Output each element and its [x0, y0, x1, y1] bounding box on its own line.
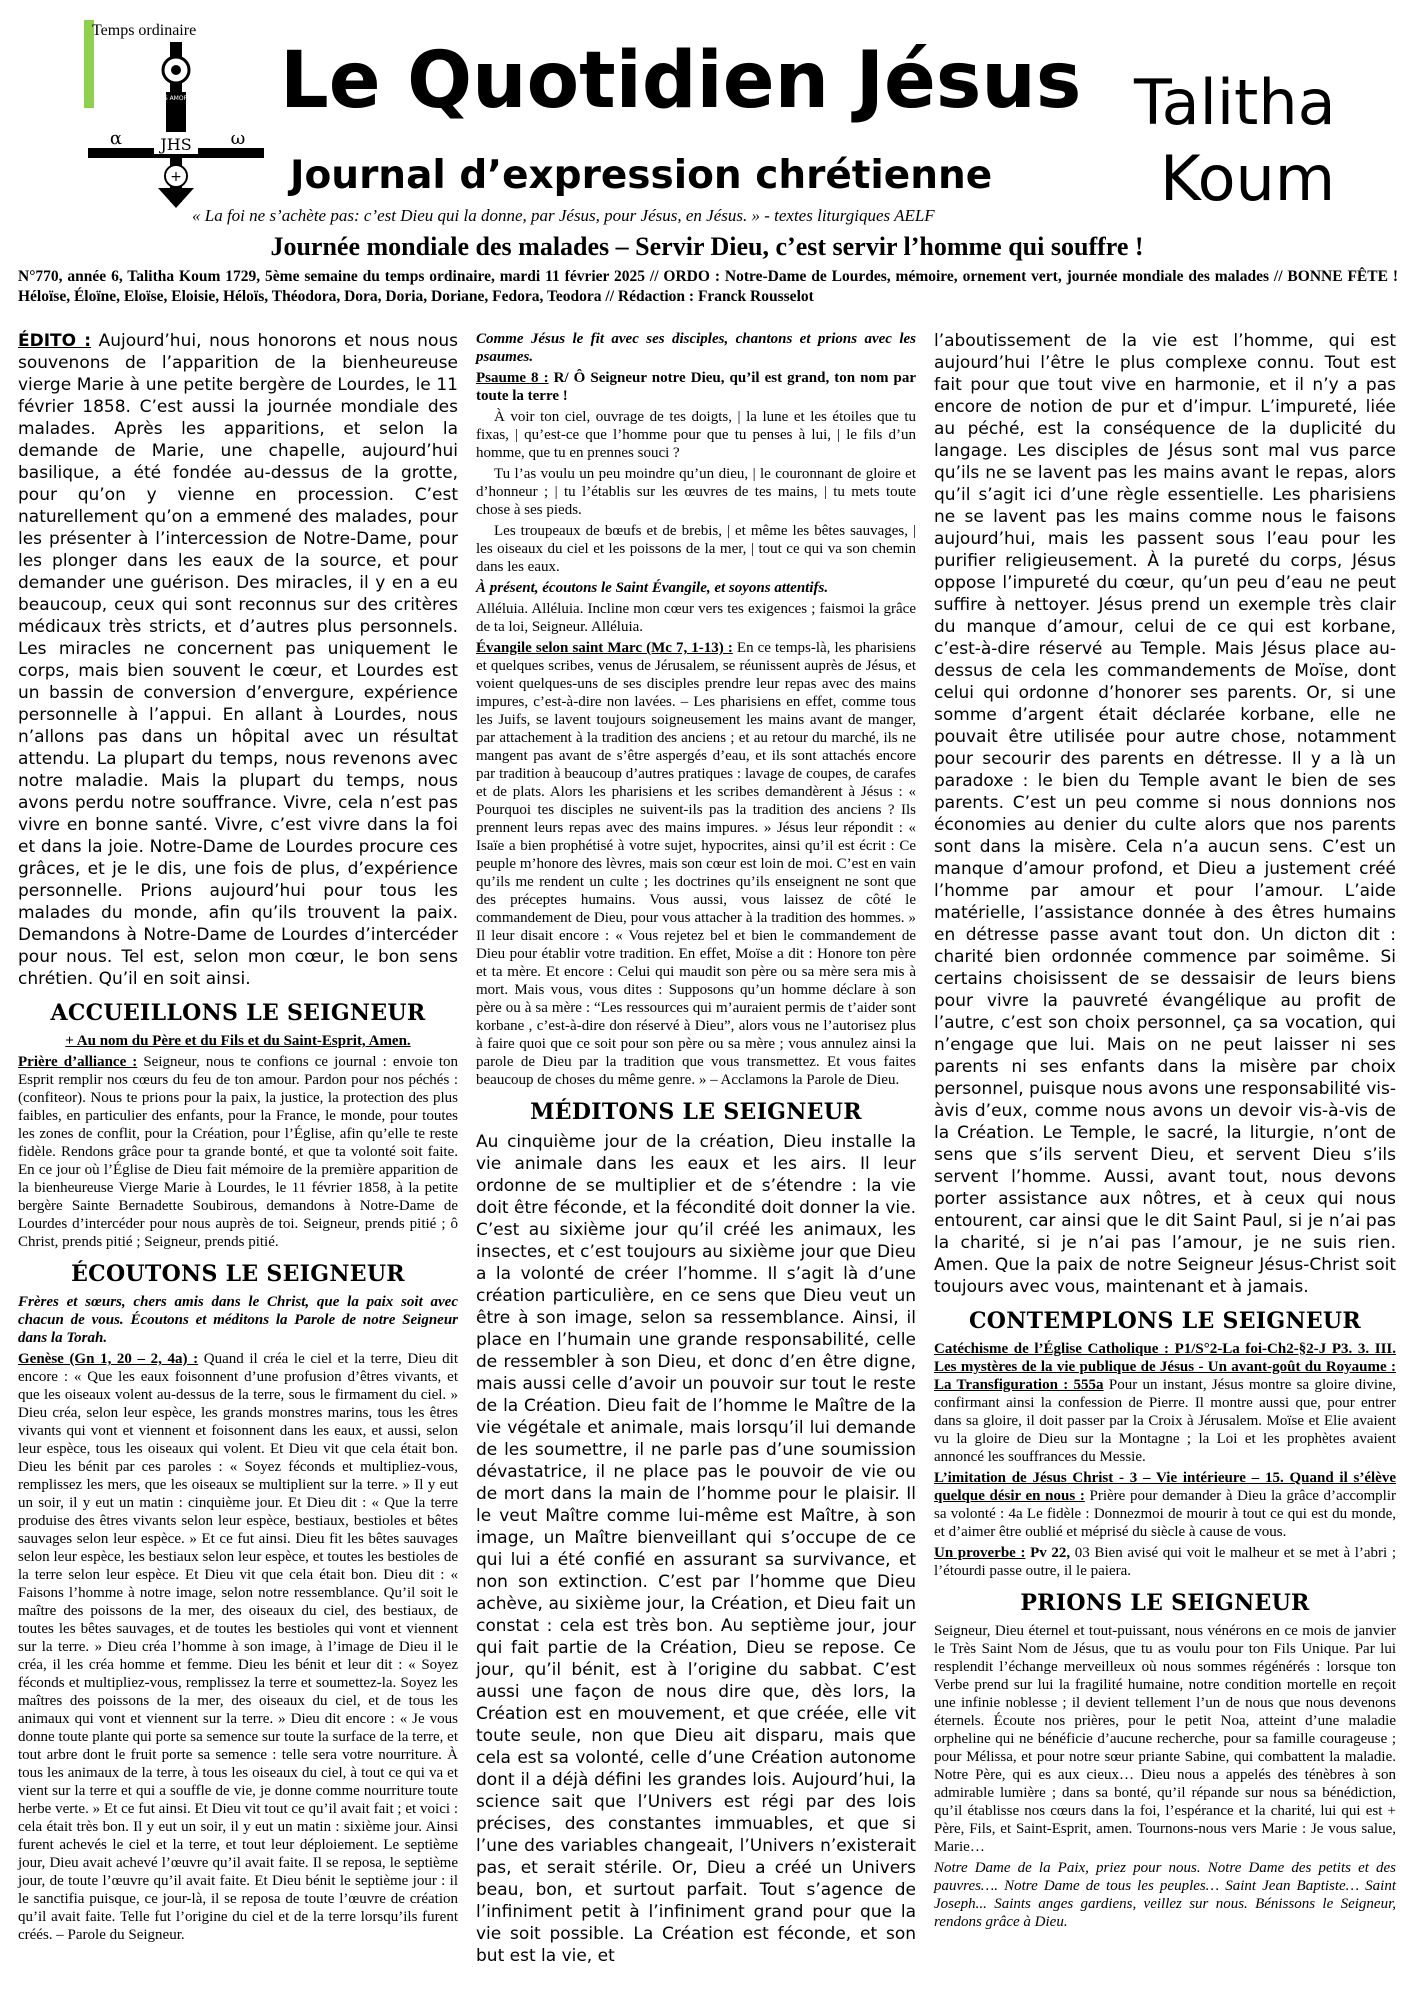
ecoutons-intro: Frères et sœurs, chers amis dans le Christ, que la paix soit avec chacun de vous. Écoutons et méditons la Parole de notre Seigneur dans la Torah. — [18, 1294, 458, 1346]
genesis-reading — [18, 1350, 458, 1944]
meditation-text: Au cinquième jour de la création, Dieu installe la vie animale dans les eaux et les airs. Il leur ordonne de se multiplier et de s’étendre : la vie doit être féconde, et la fécondité doit donner la vie. C’est au sixième jour qu’il créé les animaux, les insectes, et c’est toujours au sixième jour que Dieu a la volonté de créer l’homme. Il s’agit là d’une création particulière, en ce sens que Dieu veut un être à son image, selon sa ressemblance. Ainsi, il place en l’humain une grande responsabilité, celle de ressembler à son Dieu, et donc d’en être digne, mais aussi celle d’avoir un pouvoir sur tout le reste de la Création. Dieu fait de l’homme le Maître de la vie végétale et animale, mais lorsqu’il lui demande de les soumettre, il ne parle pas d’une soumission dévastatrice, il ne place pas le pouvoir de vie ou de mort dans la main de l’homme pour le plaisir. Il le veut Maître comme lui-même est Maître, à son image, un Maître bienveillant qui s’occupe de ce qui lui a été confié en assurant sa survivance, et non son extinction. C’est par l’homme que Dieu achève, au sixième jour, la Création, et Dieu fait un constat : cela est très bon. Au septième jour, jour qui fait partie de la Création, Dieu se repose. Ce jour, qu’il bénit, est à l’origine du sabbat. C’est aussi une façon de nous dire que, dès lors, la Création est en mouvement, et que créée, elle vit toute seule, non que Dieu ait disparu, mais que cela est sa volonté, celle d’une Création autonome dont il a déjà défini les grandes lois. Aujourd’hui, la science sait que l’Univers est régi par des lois précises, des constantes immuables, et que si l’une des variables changeait, l’Univers n’existerait pas, et serait stérile. Or, Dieu a créé un Univers beau, bon, et surtout parfait. Tout s’agence de l’infiniment petit à l’infiniment grand pour que la vie soit possible. La Création est féconde, et son but est la vie, et — [476, 1132, 916, 1966]
proverb-reference: Pv 22, — [1030, 1545, 1071, 1561]
alliance-prayer-text: Seigneur, nous te confions ce journal : envoie ton Esprit remplir nos cœurs du feu de ton amour. Pardon pour nos péchés : (confiteor). Nous te prions pour la paix, la justice, la protection des plus faibles, en particulier des enfants, pour la France, le monde, pour toutes les zones de conflit, pour la Création, pour l’Église, afin qu’elle te reste fidèle. Rendons grâce pour ta grande bonté, et que ta volonté soit faite. En ce jour où l’Église de Dieu fait mémoire de la première apparition de la bienheureuse Vierge Marie à Lourdes, le 11 février 1858, à la petite bergère Sainte Bernadette Soubirous, demandons à Notre-Dame de Lourdes d’intercéder pour nous auprès de toi. Seigneur, prends pitié ; ô Christ, prends pitié ; Seigneur, prends pitié. — [18, 1054, 459, 1250]
edito-text: Aujourd’hui, nous honorons et nous nous souvenons de l’apparition de la bienheureuse vierge Marie à une petite bergère de Lourdes, le 11 février 1858. C’est aussi la journée mondiale des malades. Après les apparitions, et selon la demande de Marie, une chapelle, aujourd’hui basilique, a été fondée au-dessus de la grotte, pour qu’on y vienne en procession. C’est naturellement qu’on a emmené des malades, pour les présenter à l’intercession de Notre-Dame, pour les plonger dans les eaux de la source, et pour demander une guérison. Des miracles, il y en a eu beaucoup, ceux qui sont reconnus sur des critères médicaux très stricts, et d’autres plus personnels. Les miracles ne concernent pas uniquement le corps, mais bien souvent le cœur, et Lourdes est un bassin de conversion d’envergure, expérience personnelle à l’appui. En allant à Lourdes, nous n’allons pas dans un hôpital avec un résultat attendu. La plupart du temps, nous revenons avec notre maladie. Mais la plupart du temps, nous avons perdu notre souffrance. Vivre, cela n’est pas vivre en bonne santé. Vivre, c’est vivre dans la foi et dans la joie. Notre-Dame de Lourdes procure ces grâces, et je le dis, une fois de plus, d’expérience personnelle. Prions aujourd’hui pour tous les malades du monde, afin qu’ils trouvent la paix. Demandons à Notre-Dame de Lourdes d’intercéder pour nous. Tel est, selon mon cœur, le bon sens chrétien. Qu’il en soit ainsi. — [18, 331, 458, 989]
proverb-label: Un proverbe : — [934, 1545, 1026, 1561]
gospel-intro: À présent, écoutons le Saint Évangile, et soyons attentifs. — [476, 580, 829, 596]
column-1 — [18, 330, 458, 1947]
newspaper-title: Le Quotidien Jésus — [280, 36, 1082, 126]
headline: Journée mondiale des malades – Servir Dieu, c’est servir l’homme qui souffre ! — [270, 232, 1144, 261]
catechism-entry — [934, 1340, 1396, 1466]
alleluia-verse: Alléluia. Alléluia. Incline mon cœur vers tes exigences ; faismoi la grâce de ta loi, Seigneur. Alléluia. — [476, 601, 916, 635]
logo-line-2: Koum — [1160, 142, 1336, 215]
psalm-stanza-3: Les troupeaux de bœufs et de brebis, | et même les bêtes sauvages, | les oiseaux du ciel et les poissons de la mer, | tout ce qui va son chemin dans les eaux. — [476, 523, 916, 575]
jhs-monogram: JHS — [160, 135, 192, 154]
edito — [18, 330, 458, 990]
issue-info-line: N°770, année 6, Talitha Koum 1729, 5ème semaine du temps ordinaire, mardi 11 février 2025 // ORDO : Notre-Dame de Lourdes, mémoire, ornement vert, journée mondiale des malades // BONNE FÊTE ! Héloïse, Éloïne, Eloïse, Eloisie, Héloïs, Théodora, Dora, Doria, Doriane, Fedora, Teodora // Rédaction : Franck Rousselot — [18, 268, 1398, 305]
psalm-stanza-1: À voir ton ciel, ouvrage de tes doigts, | la lune et les étoiles que tu fixas, | qu’est-ce que l’homme pour que tu penses à lui, | le fils d’un homme, que tu en prennes souci ? — [476, 409, 916, 461]
gospel-text: En ce temps-là, les pharisiens et quelques scribes, venus de Jérusalem, se réunissent auprès de Jésus, et voient quelques-uns de ses disciples prendre leur repas avec des mains impures, c’est-à-dire non lavées. – Les pharisiens en effet, comme tous les Juifs, se lavent toujours soigneusement les mains avant de manger, par attachement à la tradition des anciens ; et au retour du marché, ils ne mangent pas avant de s’être aspergés d’eau, et ils sont attachés encore par tradition à beaucoup d’autres pratiques : lavage de coupes, de carafes et de plats. Alors les pharisiens et les scribes demandèrent à Jésus : « Pourquoi tes disciples ne suivent-ils pas la tradition des anciens ? Ils prennent leurs repas avec des mains impures. » Jésus leur répondit : « Isaïe a bien prophétisé à votre sujet, hypocrites, ainsi qu’il est écrit : Ce peuple m’honore des lèvres, mais son cœur est loin de moi. C’est en vain qu’ils me rendent un culte ; les doctrines qu’ils enseignent ne sont que des préceptes humains. Vous aussi, vous laissez de côté le commandement de Dieu, pour vous attacher à la tradition des hommes. » Il leur disait encore : « Vous rejetez bel et bien le commandement de Dieu pour établir votre tradition. En effet, Moïse a dit : Honore ton père et ta mère. Et encore : Celui qui maudit son père ou sa mère sera mis à mort. Mais vous, vous dites : Supposons qu’un homme déclare à son père ou à sa mère : “Les ressources qui m’auraient permis de t’aider sont korbane , c’est-à-dire don réservé à Dieu”, alors vous ne l’autorisez plus à faire quoi que ce soit pour son père ou sa mère ; vous annulez ainsi la parole de Dieu par la tradition que vous transmettez. Et vous faites beaucoup de choses du même genre. » – Acclamons la Parole de Dieu. — [476, 640, 916, 1088]
proverb-entry — [934, 1544, 1396, 1580]
gospel-reading — [476, 639, 916, 1089]
liturgical-season-label: Temps ordinaire — [92, 22, 197, 39]
catechism-text: Pour un instant, Jésus montre sa gloire divine, confirmant ainsi la confession de Pierre. Il montre aussi que, pour entrer dans sa gloire, il doit passer par la Croix à Jérusalem. Moïse et Elie avaient vu la gloire de Dieu sur la Montagne ; la Loi et les prophètes avaient annoncé les souffrances du Messie. — [934, 1377, 1397, 1465]
proverb-text: 03 Bien avisé qui voit le malheur et se met à l’abri ; l’étourdi passe outre, il le paiera. — [934, 1545, 1396, 1579]
psalm-reference: Psaume 8 : — [476, 370, 549, 386]
logo-line-1: Talitha — [1134, 66, 1336, 139]
prions-heading: PRIONS LE SEIGNEUR — [1020, 1590, 1310, 1616]
sign-of-cross: + Au nom du Père et du Fils et du Saint-Esprit, Amen. — [65, 1033, 411, 1049]
alpha-symbol: α — [109, 128, 123, 149]
imitation-text: Prière pour demander à Dieu la grâce d’accomplir sa volonté : 4a Le fidèle : Donnezmoi de mourir à tout ce qui est du monde, et d’aimer être oublié et méprisé du siècle à cause de vous. — [934, 1488, 1397, 1540]
edito-label: ÉDITO : — [18, 331, 92, 351]
ecoutons-heading: ÉCOUTONS LE SEIGNEUR — [71, 1261, 405, 1287]
svg-text:+: + — [170, 169, 182, 185]
imitation-reference: L’imitation de Jésus Christ - 3 – Vie intérieure – 15. Quand il s’élève quelque désir en nous : — [934, 1470, 1396, 1504]
litany: Notre Dame de la Paix, priez pour nous. Notre Dame des petits et des pauvres…. Notre Dame de tous les peuples… Saint Jean Baptiste… Saint Joseph... Saints anges gardiens, veillez sur nous. Bénissons le Seigneur, rendons grâce à Dieu. — [934, 1860, 1396, 1930]
talitha-koum-logo — [1130, 62, 1340, 222]
imitation-entry — [934, 1469, 1396, 1541]
accueillons-heading: ACCUEILLONS LE SEIGNEUR — [50, 1000, 426, 1026]
gospel-reference: Évangile selon saint Marc (Mc 7, 1-13) : — [476, 640, 733, 656]
genesis-text: Quand il créa le ciel et la terre, Dieu dit encore : « Que les eaux foisonnent d’une profusion d’êtres vivants, et que les oiseaux volent au-dessus de la terre, sous le firmament du ciel. » Dieu créa, selon leur espèce, les grands monstres marins, tous les êtres vivants qui vont et viennent et foisonnent dans les eaux, et aussi, selon leur espèce, tous les oiseaux qui volent. Et Dieu vit que cela était bon. Dieu les bénit par ces paroles : « Soyez féconds et multipliez-vous, remplissez les mers, que les oiseaux se multiplient sur la terre. » Il y eut un soir, il y eut un matin : cinquième jour. Et Dieu dit : « Que la terre produise des êtres vivants selon leur espèce, bestiaux, bestioles et bêtes sauvages selon leur espèce. » Et ce fut ainsi. Dieu fit les bêtes sauvages selon leur espèce, les bestiaux selon leur espèce, et toutes les bestioles de la terre selon leur espèce. Et Dieu vit que cela était bon. Dieu dit : « Faisons l’homme à notre image, selon notre ressemblance. Qu’il soit le maître des poissons de la mer, des oiseaux du ciel, des bestiaux, de toutes les bêtes sauvages, et de toutes les bestioles qui vont et viennent sur la terre. » Dieu créa l’homme à son image, à l’image de Dieu il le créa, il les créa homme et femme. Dieu les bénit et leur dit : « Soyez féconds et multipliez-vous, remplissez la terre et soumettez-la. Soyez les maîtres des poissons de la mer, des oiseaux du ciel, et de tous les animaux qui vont et viennent sur la terre. » Dieu dit encore : « Je vous donne toute plante qui porte sa semence sur toute la surface de la terre, et tout arbre dont le fruit porte sa semence : telle sera votre nourriture. À tous les animaux de la terre, à tous les oiseaux du ciel, à tout ce qui va et vient sur la terre et qui a souffle de vie, je donne comme nourriture toute herbe verte. » Et ce fut ainsi. Et Dieu vit tout ce qu’il avait fait ; et voici : cela était très bon. Il y eut un soir, il y eut un matin : sixième jour. Ainsi furent achevés le ciel et la terre, et tout leur déploiement. Le septième jour, Dieu avait achevé l’œuvre qu’il avait faite. Il se reposa, le septième jour, de toute l’œuvre qu’il avait faite. Et Dieu bénit le septième jour : il le sanctifia puisque, ce jour-là, il se reposa de toute l’œuvre de création qu’il avait faite. Telle fut l’origine du ciel et de la terre lorsqu’ils furent créés. – Parole du Seigneur. — [18, 1351, 458, 1943]
newspaper-motto: « La foi ne s’achète pas: c’est Dieu qui la donne, par Jésus, pour Jésus, en Jésus. » - textes liturgiques AELF — [192, 206, 935, 225]
cross-emblem-icon — [86, 40, 266, 210]
alliance-prayer — [18, 1053, 458, 1251]
meditons-heading: MÉDITONS LE SEIGNEUR — [530, 1099, 862, 1125]
psalm-stanza-2: Tu l’as voulu un peu moindre qu’un dieu, | le couronnant de gloire et d’honneur ; | tu l’établis sur les œuvres de tes mains, | tu mets toute chose à ses pieds. — [476, 466, 916, 518]
cross-motto: DEUS AMOR EST — [151, 95, 201, 102]
catechism-reference: Catéchisme de l’Église Catholique : P1/S°2-La foi-Ch2-§2-J P3. 3. III. Les mystères de la vie publique de Jésus - Un avant-goût du Royaume : La Transfiguration : 555a — [934, 1341, 1396, 1393]
alliance-prayer-label: Prière d’alliance : — [18, 1054, 138, 1070]
omega-symbol: ω — [230, 128, 246, 149]
contemplons-heading: CONTEMPLONS LE SEIGNEUR — [969, 1308, 1361, 1334]
psalm-intro: Comme Jésus le fit avec ses disciples, chantons et prions avec les psaumes. — [476, 331, 916, 365]
genesis-reference: Genèse (Gn 1, 20 – 2, 4a) : — [18, 1351, 199, 1367]
column-2 — [476, 330, 916, 1970]
psalm-refrain — [476, 369, 916, 405]
newspaper-subtitle: Journal d’expression chrétienne — [290, 153, 993, 198]
psalm-refrain-text: R/ Ô Seigneur notre Dieu, qu’il est grand, ton nom par toute la terre ! — [476, 370, 917, 404]
closing-prayer: Seigneur, Dieu éternel et tout-puissant, nous vénérons en ce mois de janvier le Très Saint Nom de Jésus, que tu as voulu pour ton Fils Unique. Par lui resplendit l’échange merveilleux où nous sommes régénérés : lorsque ton Verbe prend sur lui la fragilité humaine, notre condition mortelle en reçoit une infinie noblesse ; il devient tellement l’un de nous que nous devenons éternels. Écoute nos prières, pour le petit Noa, atteint d’une maladie orpheline qui ne bénéficie d’aucune recherche, pour sa famille courageuse ; pour Mélissa, et pour notre sœur priante Sabine, qui combattent la maladie. Notre Père, qui es aux cieux… Dieu nous a appelés des ténèbres à son admirable lumière ; dans sa bonté, qu’il répande sur nous sa bénédiction, qu’il établisse nos cœurs dans la foi, l’espérance et la charité, lui qui est + Père, Fils, et Saint-Esprit, amen. Tournons-nous vers Marie : Je vous salue, Marie… — [934, 1623, 1396, 1855]
meditation-continued: l’aboutissement de la vie est l’homme, qui est aujourd’hui l’être le plus complexe connu. Tout est fait pour que tout vive en harmonie, et il n’y a pas encore de notion de pur et d’impur. L’impureté, liée au péché, est la conséquence de la duplicité du langage. Les disciples de Jésus sont mal vus parce qu’ils ne se lavent pas les mains avant le repas, alors qu’il s’agit ici d’une règle essentielle. Les pharisiens ne se lavent pas les mains comme nous le faisons aujourd’hui, mais les passent sous l’eau pour les purifier religieusement. À la pureté du corps, Jésus oppose l’impureté du cœur, qu’un peu d’eau ne peut suffire à nettoyer. Jésus prend un exemple très clair du manque d’amour, celui de ce qui est korbane, c’est-à-dire réservé au Temple. Mais Jésus place au-dessus de cela les commandements de Moïse, dont celui qui ordonne d’honorer ses parents. Or, si une somme d’argent était déclarée korbane, elle ne pouvait être utilisée pour autre chose, notamment pour secourir des parents en détresse. Il y a là un paradoxe : le bien du Temple avant le bien de ses parents. C’est un peu comme si nous donnions nos économies au denier du culte alors que nos parents sont dans la misère. Cela n’a aucun sens. C’est un manque d’amour profond, et Dieu a justement créé l’homme par amour et pour l’amour. L’aide matérielle, l’assistance donnée à des êtres humains en détresse passe avant tout don. Un dicton dit : charité bien ordonnée commence par soimême. Si certains choisissent de se dessaisir de leurs biens pour vivre la pauvreté évangélique au profit de l’autre, c’est son choix personnel, ça sa vocation, qui n’engage que lui. Mais on ne peut laisser ni ses parents ni ses enfants dans la misère par choix personnel, puisque nous avons une responsabilité vis-àvis d’eux, comme nous avons un devoir vis-à-vis de la Création. Le Temple, le sacré, la liturgie, n’ont de sens que s’ils servent Dieu, et servent Dieu s’ils servent l’homme. Aussi, avant tout, nous devons porter assistance aux nôtres, et à ceux qui nous entourent, car ainsi que le dit Saint Paul, si je n’ai pas la charité, si je n’ai pas l’amour, je ne suis rien. Amen. Que la paix de notre Seigneur Jésus-Christ soit toujours avec vous, maintenant et à jamais. — [934, 331, 1396, 1297]
column-3 — [934, 330, 1396, 1934]
